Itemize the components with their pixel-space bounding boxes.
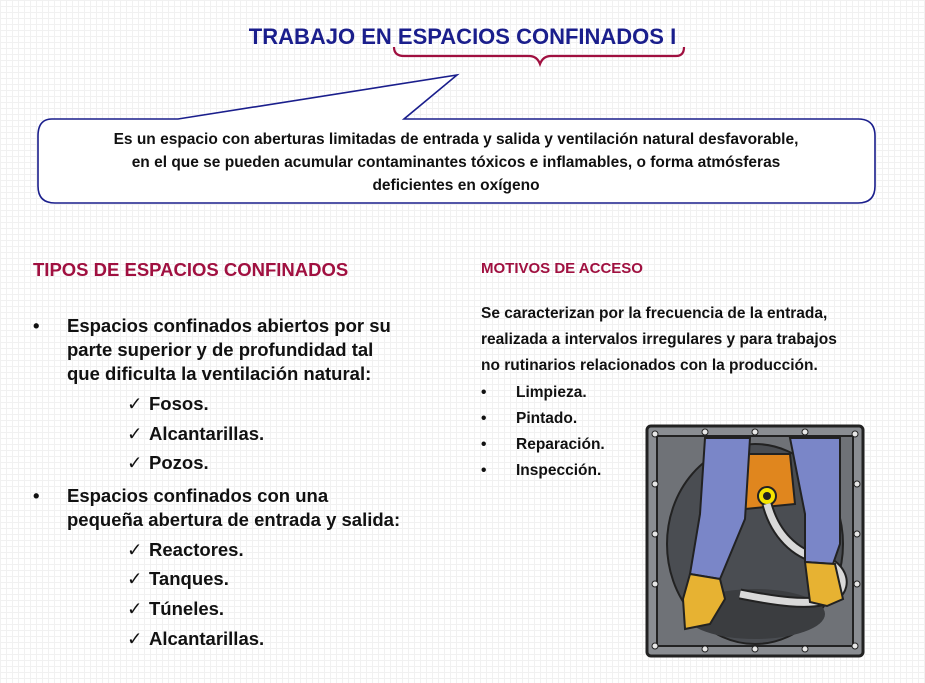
bullet-icon: • xyxy=(33,315,40,336)
checkmark-icon: ✓ xyxy=(127,627,143,649)
tipos-heading: TIPOS DE ESPACIOS CONFINADOS xyxy=(33,259,349,280)
group-text-line: Espacios confinados con una xyxy=(67,484,329,506)
group-text-line: Espacios confinados abiertos por su xyxy=(67,315,391,336)
description-line: Se caracterizan por la frecuencia de la entrada, xyxy=(481,305,828,322)
list-item: • Reparación. xyxy=(481,432,605,458)
description-line: realizada a intervalos irregulares y para trabajos xyxy=(481,331,837,348)
checkmark-icon: ✓ xyxy=(127,568,143,590)
description-line: no rutinarios relacionados con la producción. xyxy=(481,357,818,374)
title-brace xyxy=(394,47,684,64)
tipos-group-2 xyxy=(33,484,453,532)
list-item: ✓ Alcantarillas. xyxy=(127,419,453,449)
bullet-icon: • xyxy=(481,384,487,401)
page-title-highlight: ESPACIOS CONFINADOS I xyxy=(397,24,677,49)
checkmark-icon: ✓ xyxy=(127,538,143,560)
motivos-description xyxy=(481,301,911,379)
list-item: ✓ Reactores. xyxy=(127,535,453,565)
definition-line: deficientes en oxígeno xyxy=(372,177,540,194)
definition-line: en el que se pueden acumular contaminantes tóxicos e inflamables, o forma atmósferas xyxy=(131,154,781,171)
bullet-icon: • xyxy=(33,484,40,506)
worker-in-manhole-icon xyxy=(645,424,865,658)
list-item: • Pintado. xyxy=(481,406,605,432)
bullet-icon: • xyxy=(481,462,487,479)
tipos-group-2-items xyxy=(127,535,453,653)
definition-callout xyxy=(38,119,874,201)
motivos-heading: MOTIVOS DE ACCESO xyxy=(481,260,643,277)
group-text-line: pequeña abertura de entrada y salida: xyxy=(67,508,401,530)
list-item: ✓ Pozos. xyxy=(127,448,453,478)
list-item: • Limpieza. xyxy=(481,380,605,406)
page-title-prefix: TRABAJO EN xyxy=(248,24,398,49)
list-item: ✓ Túneles. xyxy=(127,594,453,624)
tipos-list xyxy=(33,314,453,659)
list-item: ✓ Fosos. xyxy=(127,389,453,419)
list-item: • Inspección. xyxy=(481,458,605,484)
motivos-list xyxy=(481,380,605,484)
list-item: ✓ Tanques. xyxy=(127,564,453,594)
tipos-group-1-items xyxy=(127,389,453,478)
bullet-icon: • xyxy=(481,436,487,453)
checkmark-icon: ✓ xyxy=(127,597,143,619)
tipos-group-1 xyxy=(33,314,453,386)
group-text-line: que dificulta la ventilación natural: xyxy=(67,363,372,384)
group-text-line: parte superior y de profundidad tal xyxy=(67,339,374,360)
list-item: ✓ Alcantarillas. xyxy=(127,624,453,654)
checkmark-icon: ✓ xyxy=(127,393,143,414)
bullet-icon: • xyxy=(481,410,487,427)
checkmark-icon: ✓ xyxy=(127,452,143,474)
checkmark-icon: ✓ xyxy=(127,422,143,444)
definition-line: Es un espacio con aberturas limitadas de entrada y salida y ventilación natural desfavorable, xyxy=(113,131,799,148)
